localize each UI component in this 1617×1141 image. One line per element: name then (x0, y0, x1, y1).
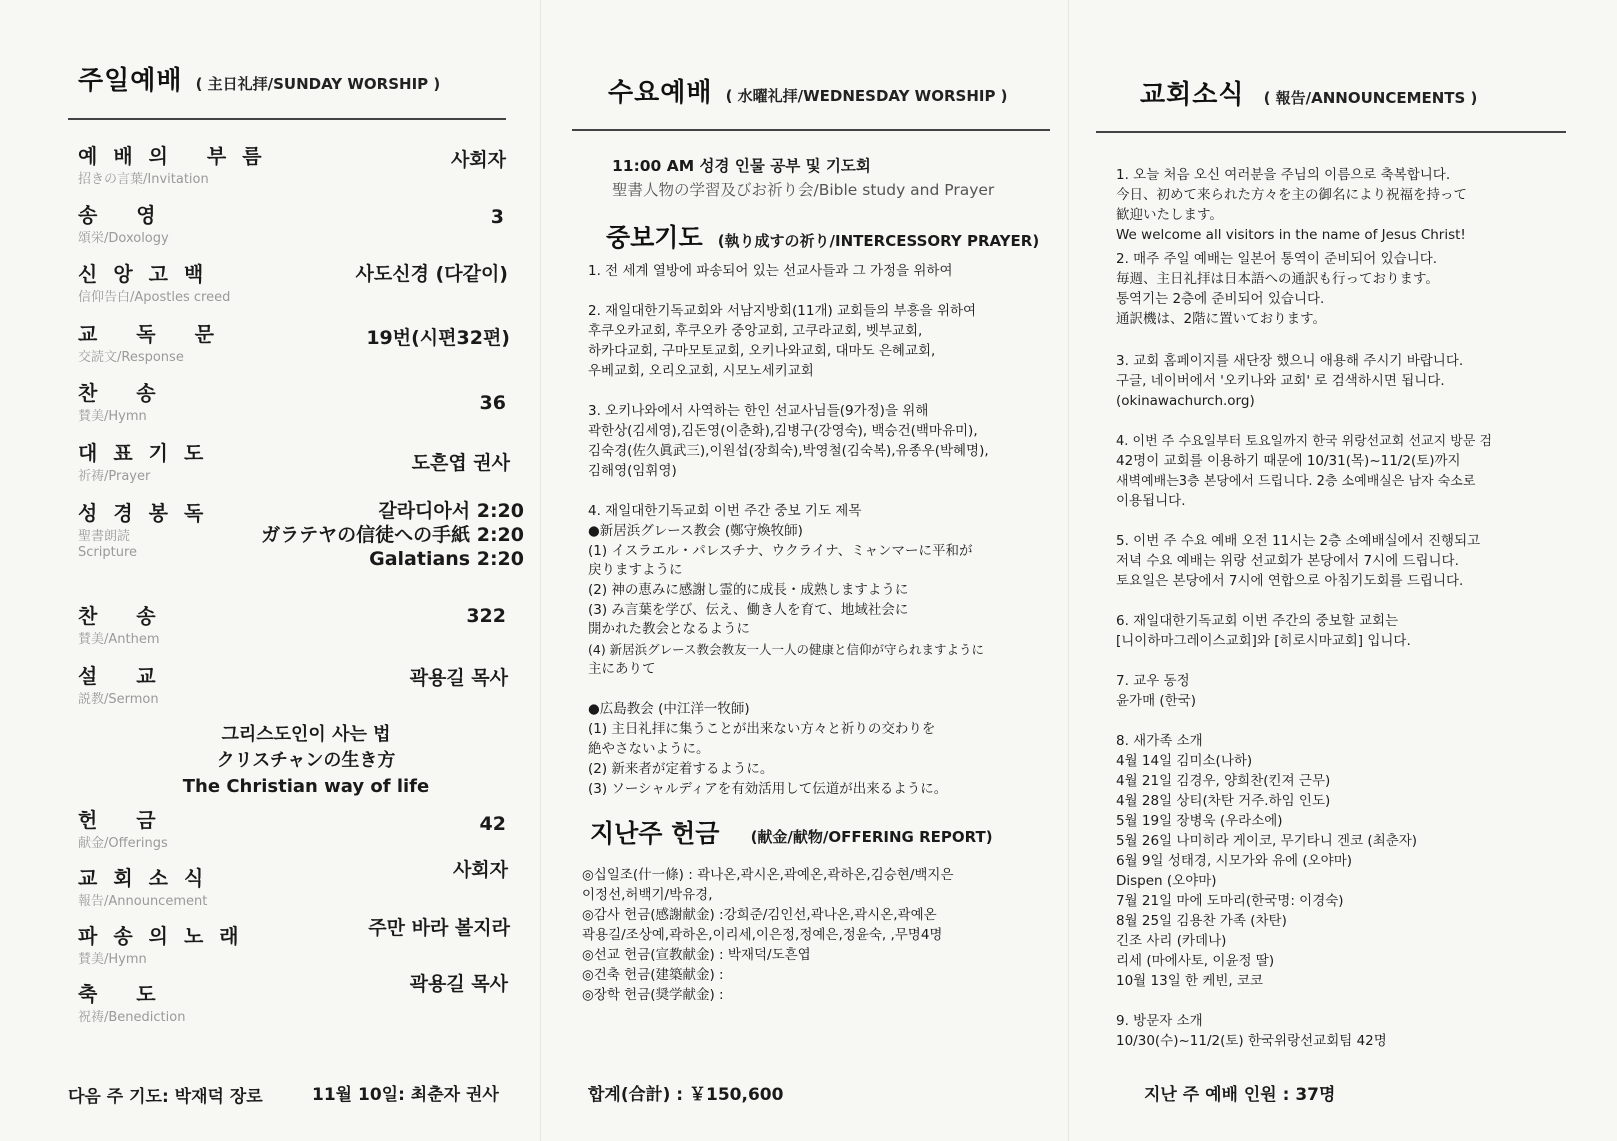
service-item-sub: 祈祷/Prayer (78, 469, 151, 484)
prayer-line: (4) 新居浜グレース教会教友一人一人の健康と信仰が守られますように (588, 642, 985, 657)
prayer-line: 主にありて (588, 661, 656, 677)
announcement-line: 새벽예배는3층 본당에서 드립니다. 2층 소예배실은 남자 숙소로 (1116, 474, 1476, 489)
announcement-line: 2. 매주 주일 예배는 일본어 통역이 준비되어 있습니다. (1116, 251, 1438, 267)
prayer-line: 김숙경(佐久眞武三),이원섭(장희숙),박영철(김숙복),유종우(박혜명), (588, 443, 989, 459)
announcement-line: 10/30(수)~11/2(토) 한국위랑선교회팀 42명 (1116, 1033, 1387, 1049)
service-item-sub: 説教/Sermon (78, 692, 159, 707)
service-item-sub: 報告/Announcement (78, 894, 208, 909)
wednesday-time-jp: 聖書人物の学習及びお祈り会/Bible study and Prayer (612, 181, 995, 199)
service-item-name: 신앙고백 (78, 262, 220, 286)
service-item-value: 19번(시편32편) (366, 327, 510, 349)
announcement-line: 5월 26일 나미히라 게이코, 무기타니 겐코 (최춘자) (1116, 833, 1418, 849)
service-item-value: 주만 바라 볼지라 (368, 917, 510, 939)
offering-line: ◎십일조(什一條) : 곽나온,곽시온,곽예온,곽하온,김승현/백지은 (582, 867, 954, 883)
announcement-line: 42명이 교회를 이용하기 때문에 10/31(목)~11/2(토)까지 (1116, 453, 1461, 469)
scripture-jp: ガラテヤの信徒への手紙 2:20 (261, 524, 524, 546)
announcement-line: 저녁 수요 예배는 위랑 선교회가 본당에서 7시에 드립니다. (1116, 553, 1459, 569)
sunday-header-rule (68, 118, 506, 120)
service-item-sub: 招きの言葉/Invitation (78, 172, 209, 187)
prayer-line: 絶やさないように。 (588, 741, 710, 757)
announcement-line: We welcome all visitors in the name of Jesus Christ! (1116, 227, 1466, 243)
announcement-line: 1. 오늘 처음 오신 여러분을 주님의 이름으로 축복합니다. (1116, 167, 1451, 183)
offering-line: ◎감사 헌금(感謝献金) :강희준/김인선,곽나온,곽시온,곽예온 (582, 907, 937, 923)
service-item-name: 송 영 (78, 203, 172, 227)
service-item-name: 성경봉독 (78, 501, 220, 525)
offering-line: 곽용길/조상예,곽하온,이리세,이은정,정예은,정윤숙, ,무명4명 (582, 927, 943, 943)
attendance-count: 지난 주 예배 인원 : 37명 (1144, 1085, 1336, 1105)
announcement-line: 歓迎いたします。 (1116, 207, 1223, 223)
service-item-value: 사회자 (450, 149, 506, 171)
sunday-worship-panel (66, 0, 526, 1141)
announcement-line: 8. 새가족 소개 (1116, 733, 1203, 749)
service-item-value: 곽용길 목사 (409, 973, 508, 995)
prayer-line: (3) ソーシャルディアを有効活用して伝道が出来るように。 (588, 781, 948, 797)
announcement-line: 通訳機は、2階に置いております。 (1116, 311, 1327, 327)
announcements-header-rule (1096, 131, 1566, 133)
announcements-title: 교회소식 (1140, 80, 1245, 110)
service-item-sub: 交読文/Response (78, 350, 184, 365)
prayer-line: 우베교회, 오리오교회, 시모노세키교회 (588, 363, 814, 379)
sermon-title-ko: 그리스도인이 사는 법 (221, 724, 391, 745)
sermon-title (166, 722, 446, 800)
prayer-line: (2) 新来者が定着するように。 (588, 761, 774, 777)
prayer-line: 김해영(임휘영) (588, 463, 677, 479)
prayer-line: (1) 主日礼拝に集うことが出来ない方々と祈りの交わりを (588, 721, 936, 737)
prayer-line: 후쿠오카교회, 후쿠오카 중앙교회, 고쿠라교회, 벳부교회, (588, 323, 923, 339)
announcement-line: 10월 13일 한 케빈, 코코 (1116, 973, 1264, 989)
prayer-line: (2) 神の恵みに感謝し霊的に成長・成熟しますように (588, 582, 909, 598)
wednesday-worship-panel (570, 0, 1060, 1141)
announcement-line: 긴조 사리 (카데나) (1116, 933, 1227, 949)
announcement-line: 구글, 네이버에서 '오키나와 교회' 로 검색하시면 됩니다. (1116, 373, 1445, 389)
service-item-value: 3 (490, 206, 504, 228)
service-item-value: 사회자 (452, 859, 508, 881)
announcement-line: 토요일은 본당에서 7시에 연합으로 아침기도회를 드립니다. (1116, 573, 1464, 589)
wednesday-header-rule (572, 129, 1050, 131)
announcement-line: 5. 이번 주 수요 예배 오전 11시는 2층 소예배실에서 진행되고 (1116, 533, 1481, 549)
offering-subtitle: (献金/献物/OFFERING REPORT) (750, 828, 993, 846)
announcement-line: 통역기는 2층에 준비되어 있습니다. (1116, 291, 1325, 307)
offering-total: 합계(合計) : ￥150,600 (588, 1085, 784, 1105)
service-item-sub: 頌栄/Doxology (78, 231, 169, 246)
prayer-line: 開かれた教会となるように (588, 621, 750, 637)
announcement-line: 7월 21일 마에 도마리(한국명: 이경숙) (1116, 893, 1344, 909)
intercessory-subtitle: (執り成すの祈り/INTERCESSORY PRAYER) (717, 232, 1040, 250)
service-item-sub: 賛美/Anthem (78, 632, 160, 647)
announcements-subtitle: ( 報告/ANNOUNCEMENTS ) (1263, 89, 1478, 107)
service-item-sub: 賛美/Hymn (78, 409, 147, 424)
service-item-sub: 聖書朗読 (78, 529, 131, 544)
wednesday-subtitle: ( 水曜礼拝/WEDNESDAY WORSHIP ) (725, 87, 1008, 105)
announcement-line: 4월 21일 김경우, 양희찬(킨져 근무) (1116, 773, 1331, 789)
service-item-name: 교 독 문 (78, 322, 230, 346)
scripture-ko: 갈라디아서 2:20 (378, 500, 524, 522)
prayer-line: 1. 전 세계 열방에 파송되어 있는 선교사들과 그 가정을 위하여 (588, 263, 953, 279)
service-item-name: 찬 송 (78, 381, 172, 405)
announcement-line: 4월 14일 김미소(나하) (1116, 753, 1253, 769)
announcement-line: 今日、初めて来られた方々を主の御名により祝福を持って (1116, 187, 1467, 203)
announcement-line: (okinawachurch.org) (1116, 393, 1255, 409)
announcements-panel (1096, 0, 1601, 1141)
service-item-sub: 献金/Offerings (78, 836, 168, 851)
announcement-line: 리세 (마에사토, 이윤정 딸) (1116, 953, 1275, 969)
wednesday-time: 11:00 AM 성경 인물 공부 및 기도회 (612, 157, 871, 175)
announcement-line: 8월 25일 김용찬 가족 (차탄) (1116, 913, 1287, 929)
service-item-sub: 信仰告白/Apostles creed (78, 290, 231, 305)
nov-10-prayer: 11월 10일: 최춘자 권사 (312, 1085, 499, 1105)
announcement-line: 毎週、主日礼拝は日本語への通訳も行っております。 (1116, 271, 1439, 287)
service-item-name: 축 도 (78, 982, 172, 1006)
wednesday-title: 수요예배 (608, 78, 713, 108)
offering-line: ◎건축 헌금(建築献金) : (582, 967, 724, 983)
announcement-line: 9. 방문자 소개 (1116, 1013, 1203, 1029)
service-item-name: 교회소식 (78, 866, 220, 890)
service-item-name: 대표기도 (78, 441, 220, 465)
scripture-en: Galatians 2:20 (369, 548, 524, 570)
service-item-value: 도흔엽 권사 (411, 452, 510, 474)
sermon-title-jp: クリスチャンの生き方 (216, 750, 396, 771)
sunday-subtitle: ( 主日礼拝/SUNDAY WORSHIP ) (195, 75, 441, 93)
announcement-line: Dispen (오야마) (1116, 873, 1217, 889)
prayer-line: 戻りますように (588, 562, 683, 578)
service-item-name: 헌 금 (78, 808, 172, 832)
service-item-value: 42 (479, 813, 506, 835)
sunday-worship-header (78, 60, 440, 97)
prayer-line: 곽한상(김세영),김돈영(이춘화),김병구(강영숙), 백승건(백마유미), (588, 423, 978, 439)
sermon-title-en: The Christian way of life (182, 776, 430, 797)
announcement-line: 이용됩니다. (1116, 493, 1186, 509)
prayer-line: (1) イスラエル・パレスチナ、ウクライナ、ミャンマーに平和が (588, 543, 973, 559)
service-item-value: 322 (466, 605, 506, 627)
announcement-line: 3. 교회 홈페이지를 새단장 했으니 애용해 주시기 바랍니다. (1116, 353, 1464, 369)
announcement-line: 4월 28일 상티(차탄 거주.하임 인도) (1116, 793, 1331, 809)
wednesday-worship-header (608, 72, 1008, 109)
prayer-line: 2. 재일대한기독교회와 서남지방회(11개) 교회들의 부흥을 위하여 (588, 303, 977, 319)
announcement-line: 6. 재일대한기독교회 이번 주간의 중보할 교회는 (1116, 613, 1399, 629)
prayer-line: (3) み言葉を学び、伝え、働き人を育て、地域社会に (588, 602, 909, 618)
intercessory-title: 중보기도 (606, 223, 703, 252)
announcement-line: 5월 19일 장병욱 (우라소에) (1116, 813, 1283, 829)
service-item-sub: 賛美/Hymn (78, 952, 147, 967)
service-item-name: 찬 송 (78, 604, 172, 628)
offering-header (590, 814, 993, 850)
sunday-title: 주일예배 (78, 66, 183, 96)
prayer-line: 3. 오키나와에서 사역하는 한인 선교사님들(9가정)을 위해 (588, 403, 929, 419)
announcement-line: 4. 이번 주 수요일부터 토요일까지 한국 위랑선교회 선교지 방문 검 (1116, 434, 1493, 449)
announcements-header (1140, 74, 1477, 111)
service-item-value: 36 (479, 392, 506, 414)
service-item-value: 사도신경 (다같이) (355, 263, 508, 285)
announcement-line: [니이하마그레이스교회]와 [히로시마교회] 입니다. (1116, 633, 1411, 649)
service-item-sub: 祝祷/Benediction (78, 1010, 186, 1025)
prayer-line: ●広島教会 (中江洋一牧師) (588, 701, 750, 717)
announcement-line: 윤가매 (한국) (1116, 693, 1197, 709)
announcement-line: 7. 교우 동정 (1116, 673, 1190, 689)
service-item-name: 설 교 (78, 664, 172, 688)
offering-line: ◎선교 헌금(宣教献金) : 박재덕/도흔엽 (582, 947, 811, 963)
service-item-name: 예배의 부름 (78, 144, 278, 168)
service-item-name: 파송의노래 (78, 924, 255, 948)
service-item-value: 곽용길 목사 (409, 667, 508, 689)
service-item-sub-2: Scripture (78, 545, 138, 560)
next-week-prayer: 다음 주 기도: 박재덕 장로 (68, 1087, 263, 1107)
prayer-line: ●新居浜グレース教会 (鄭守煥牧師) (588, 523, 803, 539)
offering-line: ◎장학 헌금(奨学献金) : (582, 987, 724, 1003)
prayer-line: 4. 재일대한기독교회 이번 주간 중보 기도 제목 (588, 503, 862, 519)
intercessory-header (606, 218, 1039, 254)
announcement-line: 6월 9일 성태경, 시모가와 유에 (오야마) (1116, 853, 1353, 869)
prayer-line: 하카다교회, 구마모토교회, 오키나와교회, 대마도 은혜교회, (588, 343, 936, 359)
offering-line: 이정선,허백기/박유경, (582, 887, 713, 903)
offering-title: 지난주 헌금 (590, 819, 720, 848)
